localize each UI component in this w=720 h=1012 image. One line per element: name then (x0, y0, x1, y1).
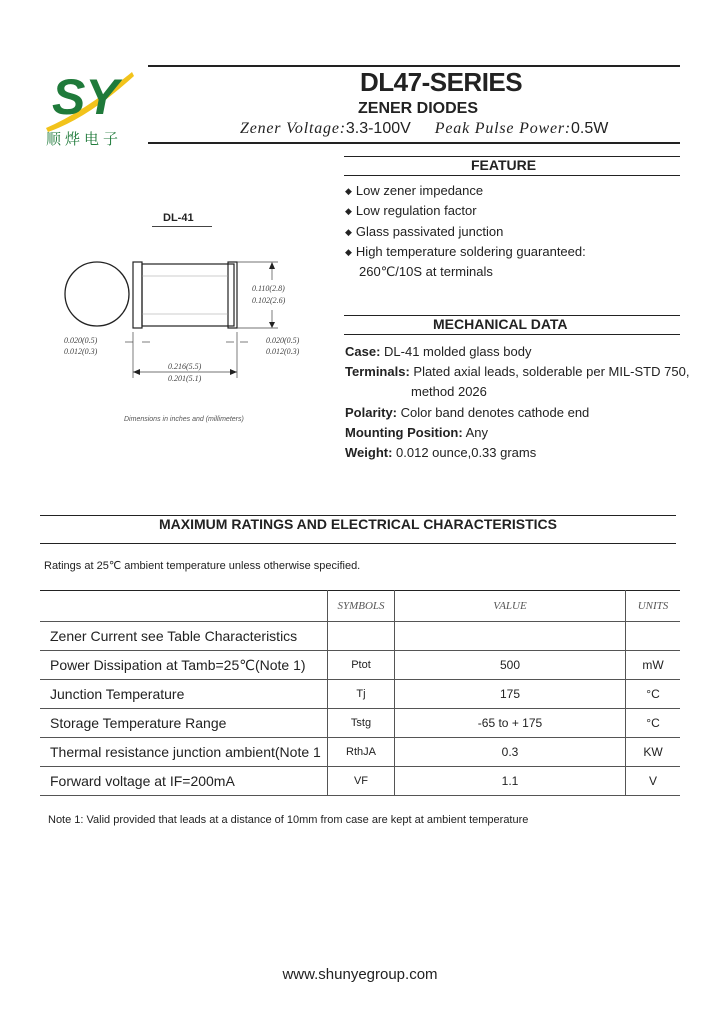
row-symbol: VF (328, 767, 395, 796)
row-unit: mW (626, 651, 681, 680)
ratings-rule-bottom (40, 543, 676, 544)
table-row (40, 651, 680, 680)
feature-item-continuation: 260℃/10S at terminals (359, 264, 493, 279)
row-parameter: Junction Temperature (40, 680, 328, 709)
mech-terminals-cont: method 2026 (411, 384, 487, 399)
peak-power-value: 0.5W (571, 120, 609, 137)
row-symbol (328, 622, 395, 651)
mech-case: Case: DL-41 molded glass body (345, 344, 532, 359)
row-value: 1.1 (395, 767, 626, 796)
feature-rule-bottom (344, 175, 680, 176)
website-link[interactable]: www.shunyegroup.com (282, 966, 438, 983)
row-value: 0.3 (395, 738, 626, 767)
mech-weight: Weight: 0.012 ounce,0.33 grams (345, 445, 537, 460)
header-value: VALUE (395, 591, 626, 622)
package-caption: Dimensions in inches and (millimeters) (124, 416, 244, 423)
dim-body-diameter-min: 0.102(2.6) (252, 296, 286, 305)
ratings-table (40, 590, 680, 796)
header-parameter (40, 591, 328, 622)
table-row (40, 680, 680, 709)
package-left-band (133, 262, 142, 328)
table-row (40, 738, 680, 767)
row-parameter: Zener Current see Table Characteristics (40, 622, 328, 651)
zener-voltage-label: Zener Voltage: (240, 120, 346, 137)
package-label: DL-41 (163, 212, 194, 224)
footnote: Note 1: Valid provided that leads at a distance of 10mm from case are kept at ambient temperature (48, 814, 529, 826)
page-title: DL47-SERIES (360, 67, 523, 97)
ratings-heading: MAXIMUM RATINGS AND ELECTRICAL CHARACTERISTICS (159, 516, 557, 532)
bullet-icon: ◆ (345, 247, 352, 257)
feature-item: ◆ Glass passivated junction (345, 224, 504, 239)
row-unit (626, 622, 681, 651)
mech-terminals: Terminals: Plated axial leads, solderable per MIL-STD 750, (345, 364, 690, 379)
row-unit: V (626, 767, 681, 796)
mech-polarity: Polarity: Color band denotes cathode end (345, 405, 590, 420)
table-row (40, 709, 680, 738)
dim-lead-diameter-right-max: 0.020(0.5) (266, 336, 300, 345)
row-symbol: Ptot (328, 651, 395, 680)
mech-mounting: Mounting Position: Any (345, 425, 488, 440)
row-value: -65 to + 175 (395, 709, 626, 738)
ratings-note: Ratings at 25℃ ambient temperature unless otherwise specified. (44, 560, 361, 572)
row-parameter: Storage Temperature Range (40, 709, 328, 738)
page-subtitle: ZENER DIODES (358, 100, 479, 117)
logo-text: SY (52, 69, 119, 125)
dim-body-length-min: 0.201(5.1) (168, 374, 202, 383)
spec-line (240, 120, 608, 138)
bullet-icon: ◆ (345, 186, 352, 196)
row-symbol: Tj (328, 680, 395, 709)
bullet-icon: ◆ (345, 227, 352, 237)
dim-lead-diameter-left-min: 0.012(0.3) (64, 347, 98, 356)
feature-item: ◆ High temperature soldering guaranteed: (345, 244, 586, 259)
header-symbols: SYMBOLS (328, 591, 395, 622)
row-parameter: Power Dissipation at Tamb=25℃(Note 1) (40, 651, 328, 680)
dim-body-length-max: 0.216(5.5) (168, 362, 202, 371)
row-value (395, 622, 626, 651)
header-units: UNITS (626, 591, 681, 622)
table-row (40, 622, 680, 651)
zener-voltage-value: 3.3-100V (345, 120, 411, 137)
dim-lead-diameter-right-min: 0.012(0.3) (266, 347, 300, 356)
peak-power-label: Peak Pulse Power: (434, 120, 572, 137)
package-end-view (65, 262, 129, 326)
table-row (40, 767, 680, 796)
row-symbol: RthJA (328, 738, 395, 767)
bullet-icon: ◆ (345, 206, 352, 216)
mechanical-rule-bottom (344, 334, 680, 335)
row-value: 175 (395, 680, 626, 709)
dim-body-diameter-max: 0.110(2.8) (252, 284, 285, 293)
row-unit: °C (626, 709, 681, 738)
header-rule-bottom (148, 142, 680, 144)
feature-item: ◆ Low regulation factor (345, 203, 477, 218)
row-symbol: Tstg (328, 709, 395, 738)
package-right-band (228, 262, 237, 328)
package-body (142, 264, 234, 326)
row-unit: °C (626, 680, 681, 709)
feature-item: ◆ Low zener impedance (345, 183, 484, 198)
table-header-row (40, 591, 680, 622)
feature-heading: FEATURE (471, 157, 537, 173)
row-parameter: Thermal resistance junction ambient(Note 1 (40, 738, 328, 767)
row-unit: KW (626, 738, 681, 767)
row-parameter: Forward voltage at IF=200mA (40, 767, 328, 796)
logo-chinese-name: 顺烨电子 (46, 131, 123, 148)
mechanical-heading: MECHANICAL DATA (433, 316, 568, 332)
dim-lead-diameter-left-max: 0.020(0.5) (64, 336, 98, 345)
package-label-underline (152, 226, 212, 227)
row-value: 500 (395, 651, 626, 680)
